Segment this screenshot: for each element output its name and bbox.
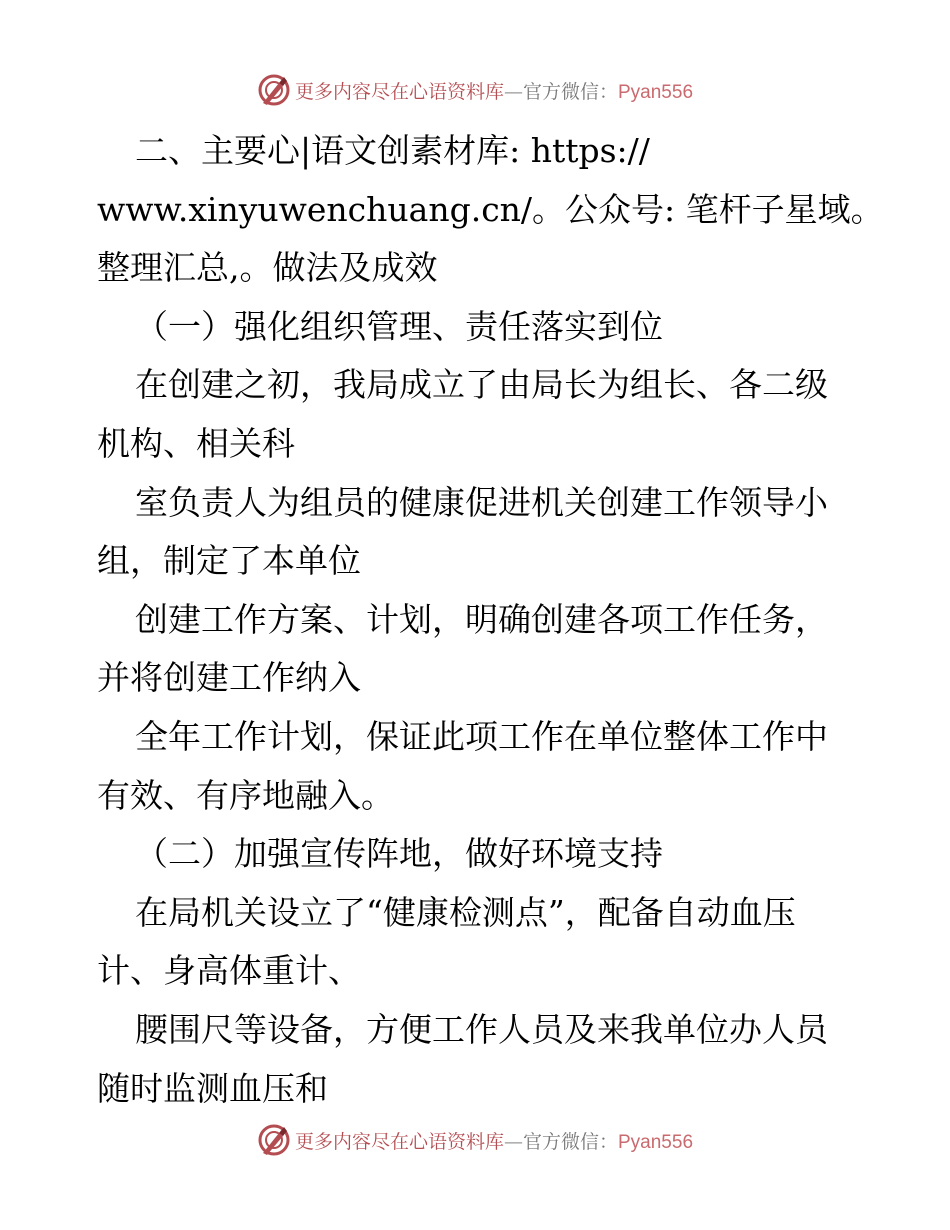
watermark-site: 更多内容尽在心语资料库 xyxy=(294,80,504,103)
section-heading-1: （一）强化组织管理、责任落实到位 xyxy=(135,306,663,346)
watermark-text xyxy=(295,77,693,104)
paragraph-line: 有效、有序地融入。 xyxy=(97,775,394,815)
paragraph-line: 创建工作方案、计划，明确创建各项工作任务， xyxy=(135,599,828,639)
pen-logo-icon xyxy=(257,1123,291,1157)
paragraph-line: 室负责人为组员的健康促进机关创建工作领导小 xyxy=(135,482,828,522)
text-line: www.xinyuwenchuang.cn/。公众号: 笔杆子星域。 xyxy=(97,189,884,229)
paragraph-line: 全年工作计划，保证此项工作在单位整体工作中 xyxy=(135,716,828,756)
paragraph-line: 组，制定了本单位 xyxy=(97,541,361,581)
watermark-dash: — xyxy=(503,1130,523,1153)
header-watermark xyxy=(0,70,950,110)
section-heading-2: （二）加强宣传阵地，做好环境支持 xyxy=(135,834,663,874)
watermark-site: 更多内容尽在心语资料库 xyxy=(294,1130,504,1153)
paragraph-line: 计、身高体重计、 xyxy=(97,951,361,991)
pen-logo-icon xyxy=(257,73,291,107)
paragraph-line: 随时监测血压和 xyxy=(97,1068,328,1108)
watermark-contact-label: 官方微信： xyxy=(522,80,618,103)
watermark-wechat-id: Pyan556 xyxy=(618,1131,694,1153)
footer-watermark xyxy=(0,1120,950,1160)
watermark-wechat-id: Pyan556 xyxy=(618,81,694,103)
paragraph-line: 机构、相关科 xyxy=(97,423,295,463)
watermark-text xyxy=(295,1127,693,1154)
watermark-contact-label: 官方微信： xyxy=(522,1130,618,1153)
paragraph-line: 在创建之初，我局成立了由局长为组长、各二级 xyxy=(135,365,828,405)
paragraph-line: 并将创建工作纳入 xyxy=(97,658,361,698)
text-line: 整理汇总,。做法及成效 xyxy=(97,248,438,288)
heading-main-practices: 二、主要心|语文创素材库: https:// xyxy=(135,131,650,170)
paragraph-line: 腰围尺等设备，方便工作人员及来我单位办人员 xyxy=(135,1009,828,1049)
paragraph-line: 在局机关设立了“健康检测点”，配备自动血压 xyxy=(135,892,796,932)
document-body xyxy=(97,122,884,1118)
watermark-dash: — xyxy=(503,80,523,103)
